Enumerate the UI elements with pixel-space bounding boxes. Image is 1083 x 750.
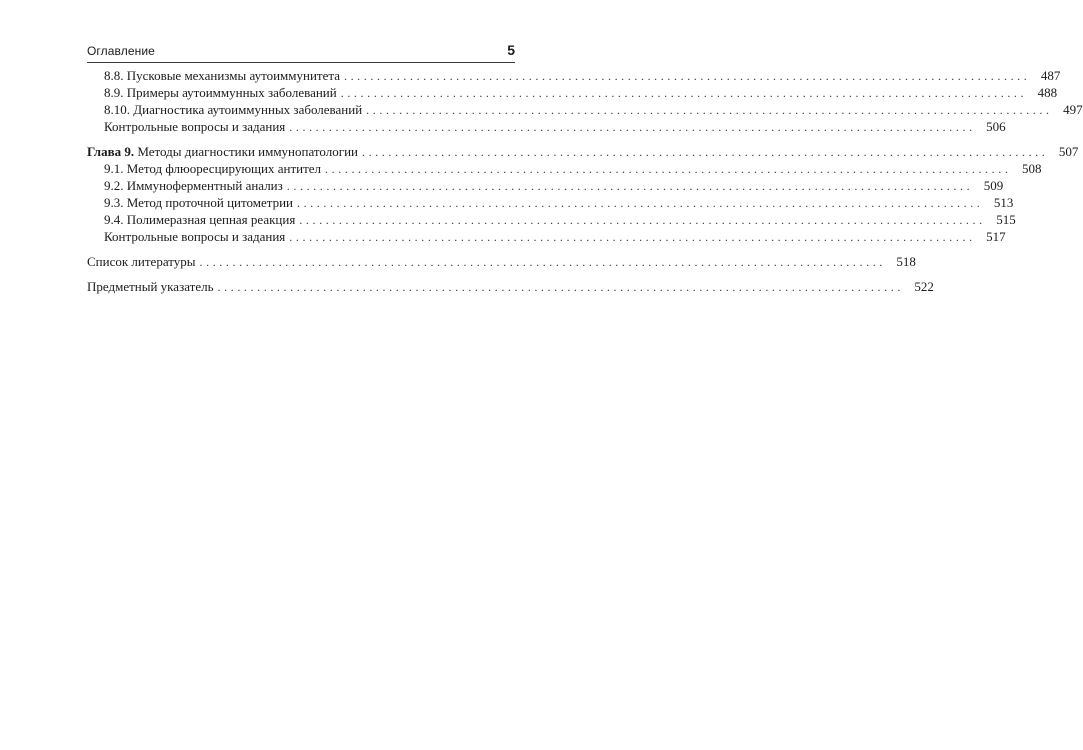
- toc-leader-dots: ........................................................................................................: [366, 103, 1053, 117]
- toc-entry-page: 507: [1058, 144, 1079, 159]
- toc-entry-page: 508: [1021, 161, 1042, 176]
- toc-leader-dots: ........................................................................................................: [340, 86, 1028, 100]
- toc-entry-page: 518: [896, 254, 916, 269]
- toc-entry-text: 9.2. Иммуноферментный анализ: [104, 178, 283, 193]
- toc-entry-9-4[interactable]: [87, 211, 1016, 228]
- chapter-label: Глава 9.: [87, 144, 135, 159]
- toc-entry-text: 9.3. Метод проточной цитометрии: [104, 195, 293, 210]
- toc-leader-dots: ........................................................................................................: [199, 255, 886, 269]
- toc-subject-index[interactable]: [87, 278, 934, 295]
- toc-entry-page: 497: [1063, 102, 1083, 117]
- toc-entry-page: 509: [983, 178, 1004, 193]
- toc-entry-8-10[interactable]: [87, 101, 1083, 118]
- toc-leader-dots: ........................................................................................................: [343, 69, 1031, 83]
- toc-chapter-9[interactable]: [87, 143, 1079, 160]
- toc-chapter-heading: [87, 143, 362, 160]
- running-header-title: Оглавление: [87, 44, 155, 58]
- toc-entry-8-9[interactable]: [87, 84, 1058, 101]
- toc-entry-page: 488: [1037, 85, 1058, 100]
- toc-leader-dots: ........................................................................................................: [361, 145, 1049, 159]
- toc-entry-page: 487: [1040, 68, 1061, 83]
- toc-leader-dots: ........................................................................................................: [217, 280, 904, 294]
- toc-entry-text: Список литературы: [87, 254, 196, 269]
- toc-entry-text: Предметный указатель: [87, 279, 214, 294]
- toc-leader-dots: ........................................................................................................: [286, 179, 974, 193]
- toc-entry-8-questions[interactable]: [87, 118, 1006, 135]
- toc-entry-text: 8.9. Примеры аутоиммунных заболеваний: [104, 85, 337, 100]
- toc-entry-page: 515: [996, 212, 1016, 227]
- toc-entry-9-3[interactable]: [87, 194, 1014, 211]
- toc-entry-page: 522: [914, 279, 934, 294]
- toc-leader-dots: ........................................................................................................: [325, 162, 1012, 176]
- toc-entry-text: 8.8. Пусковые механизмы аутоиммунитета: [104, 68, 340, 83]
- toc-entry-page: 517: [986, 229, 1006, 244]
- toc-group-gap: [87, 270, 515, 278]
- toc-entry-page: 513: [993, 195, 1014, 210]
- toc-leader-dots: ........................................................................................................: [297, 196, 984, 210]
- running-header: [87, 42, 515, 60]
- toc-group-gap: [87, 135, 515, 143]
- page-number: 5: [507, 42, 515, 58]
- toc-leader-dots: ........................................................................................................: [289, 120, 976, 134]
- toc-leader-dots: ........................................................................................................: [299, 213, 986, 227]
- toc-entry-9-questions[interactable]: [87, 228, 1006, 245]
- toc-entry-text: 9.4. Полимеразная цепная реакция: [104, 212, 296, 227]
- chapter-title: Методы диагностики иммунопатологии: [137, 144, 358, 159]
- toc-entry-9-2[interactable]: [87, 177, 1004, 194]
- toc-entry-text: 8.10. Диагностика аутоиммунных заболеваний: [104, 102, 363, 117]
- toc-entry-8-8[interactable]: [87, 67, 1061, 84]
- toc-entry-page: 506: [986, 119, 1006, 134]
- table-of-contents: [87, 67, 1083, 295]
- toc-leader-dots: ........................................................................................................: [289, 230, 976, 244]
- header-rule: [87, 62, 515, 63]
- toc-references[interactable]: [87, 253, 916, 270]
- toc-entry-9-1[interactable]: [87, 160, 1042, 177]
- toc-entry-text: Контрольные вопросы и задания: [104, 119, 286, 134]
- toc-group-gap: [87, 245, 515, 253]
- toc-entry-text: 9.1. Метод флюоресцирующих антител: [104, 161, 322, 176]
- toc-entry-text: Контрольные вопросы и задания: [104, 229, 286, 244]
